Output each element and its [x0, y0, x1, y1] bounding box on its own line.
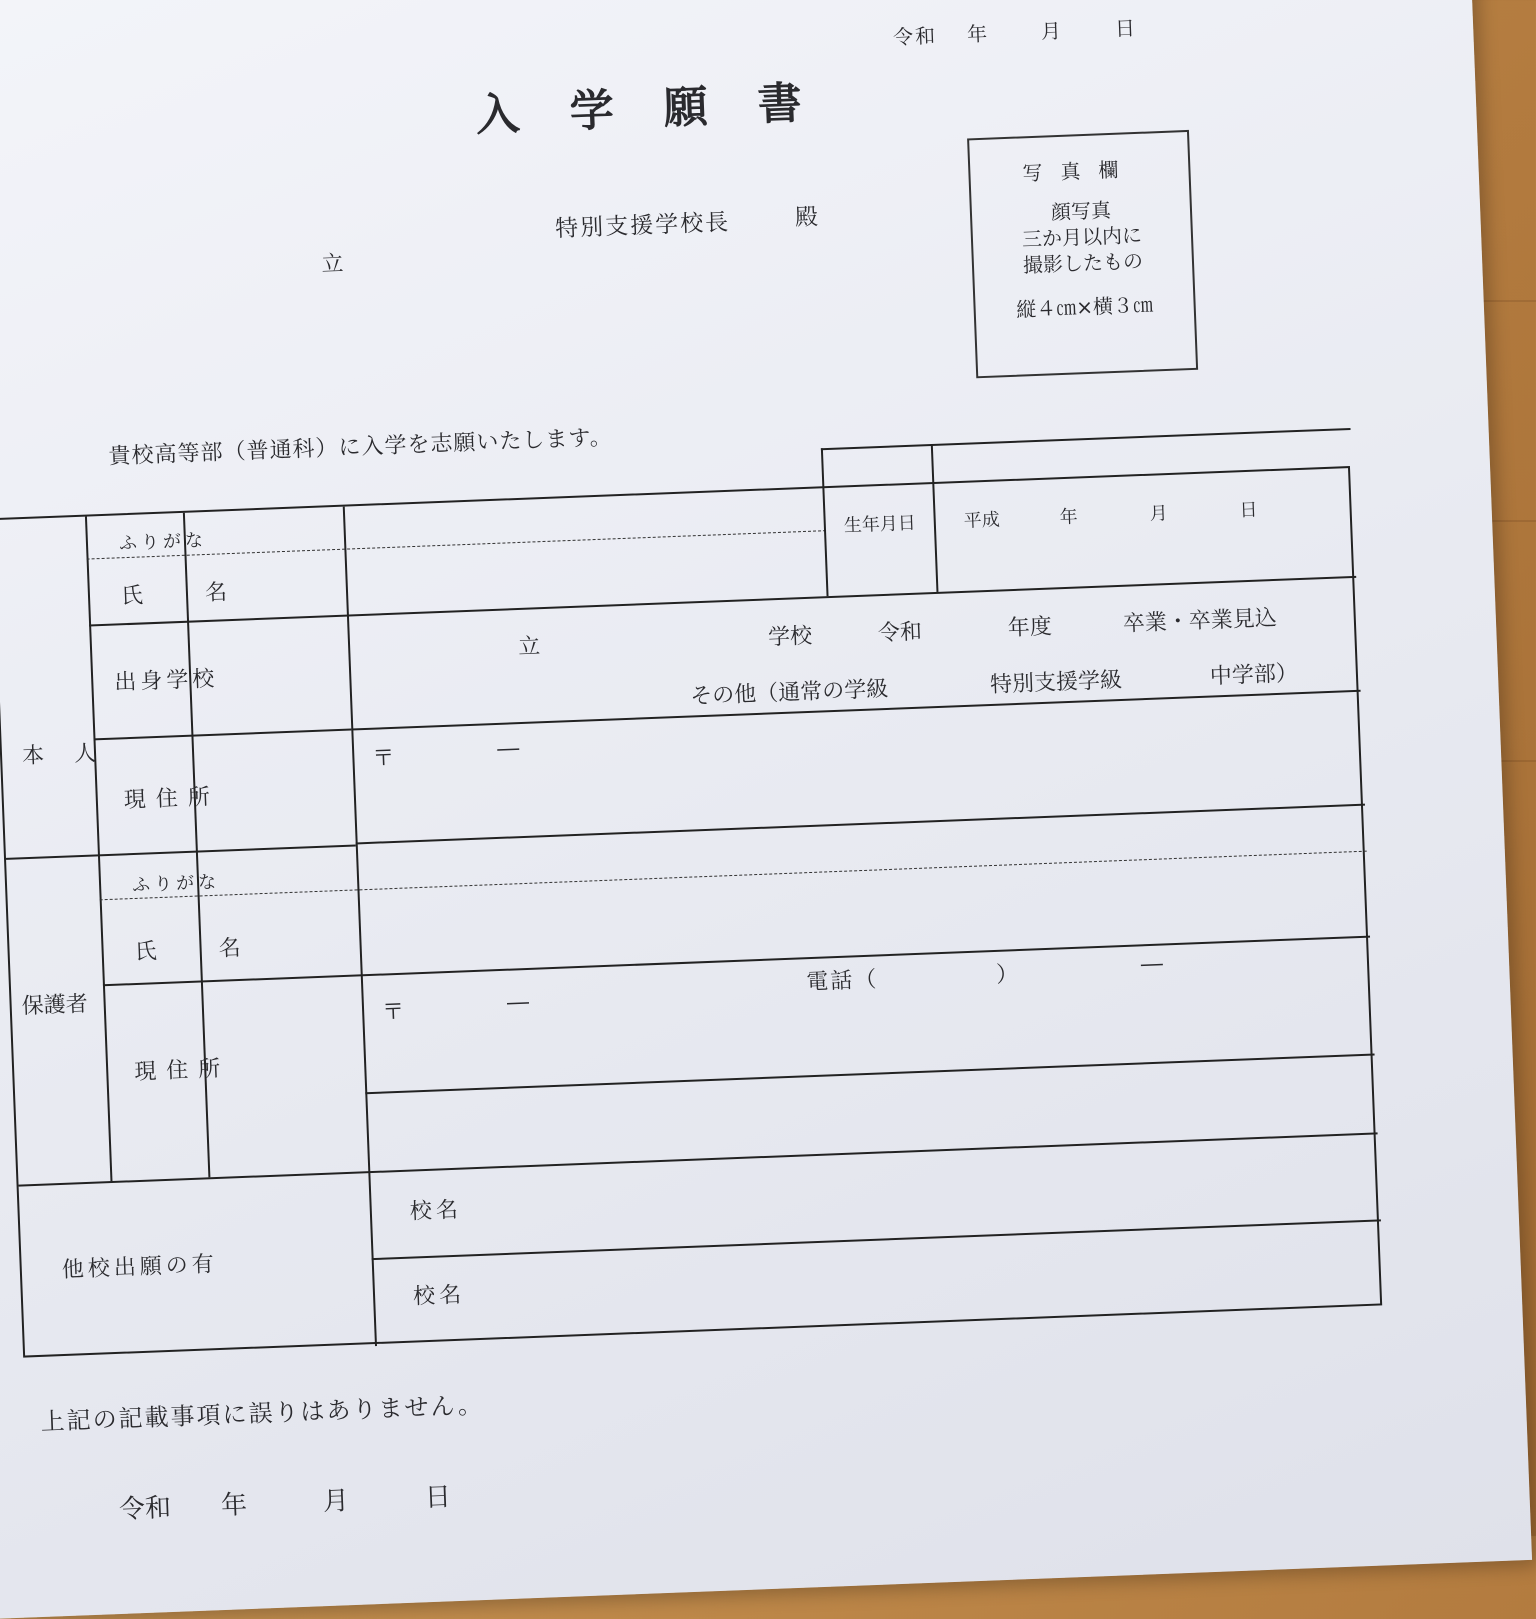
addressee-prefix: 立 [320, 251, 344, 278]
declaration-text: 上記の記載事項に誤りはありません。 [40, 1390, 485, 1436]
applicant-name-label: 氏 名 [120, 579, 248, 610]
other-school-1-label: 校名 [409, 1197, 463, 1225]
school-jhs: 中学部） [1209, 661, 1299, 690]
photo-line3: 撮影したもの [1022, 248, 1144, 278]
school-nendo: 年度 [1007, 614, 1053, 642]
guardian-furigana-label: ふりがな [131, 871, 221, 897]
guardian-phone-close: ） [995, 961, 1023, 988]
photo-line2: 三か月以内に [1021, 222, 1143, 252]
school-other: その他（通常の学級 [689, 676, 889, 710]
school-special-class: 特別支援学級 [989, 667, 1123, 698]
applicant-postal-dash: ― [496, 735, 524, 762]
guardian-phone-dash: ― [1140, 951, 1168, 978]
guardian-postal-mark: 〒 [381, 999, 409, 1026]
header-date: 令和 年 月 日 [892, 15, 1138, 50]
school-era: 令和 [877, 619, 923, 647]
applicant-section-label: 本 人 [21, 741, 101, 770]
birthdate-field[interactable]: 平成 年 月 日 [963, 499, 1258, 532]
school-label: 出身学校 [113, 666, 219, 696]
photo-line1: 顔写真 [1050, 197, 1112, 225]
guardian-phone-label: 電話（ [805, 967, 879, 996]
school-gakko: 学校 [767, 623, 813, 651]
applicant-address-label: 現住所 [123, 784, 221, 814]
application-statement: 貴校高等部（普通科）に入学を志願いたします。 [108, 425, 614, 470]
school-ritsu: 立 [517, 634, 541, 661]
guardian-address-label: 現住所 [133, 1056, 231, 1086]
other-schools-label: 他校出願の有 [61, 1252, 219, 1284]
photo-box [967, 130, 1198, 378]
applicant-furigana-label: ふりがな [118, 529, 208, 555]
applicant-postal-mark: 〒 [371, 745, 399, 772]
addressee-honorific: 殿 [794, 204, 819, 232]
birthdate-label: 生年月日 [843, 512, 917, 537]
photo-title: 写真欄 [1022, 156, 1137, 186]
school-graduation: 卒業・卒業見込 [1122, 605, 1278, 637]
addressee-principal: 特別支援学校長 [554, 209, 731, 243]
signature-date: 令和 年 月 日 [118, 1482, 452, 1526]
guardian-name-label: 氏 名 [134, 935, 262, 965]
application-table [0, 466, 1382, 1358]
photo-size: 縦４㎝×横３㎝ [1015, 292, 1154, 322]
document-title: 入学願書 [474, 75, 853, 142]
guardian-section-label: 保護者 [21, 991, 89, 1020]
other-school-2-label: 校名 [412, 1282, 466, 1310]
guardian-postal-dash: ― [506, 989, 534, 1016]
